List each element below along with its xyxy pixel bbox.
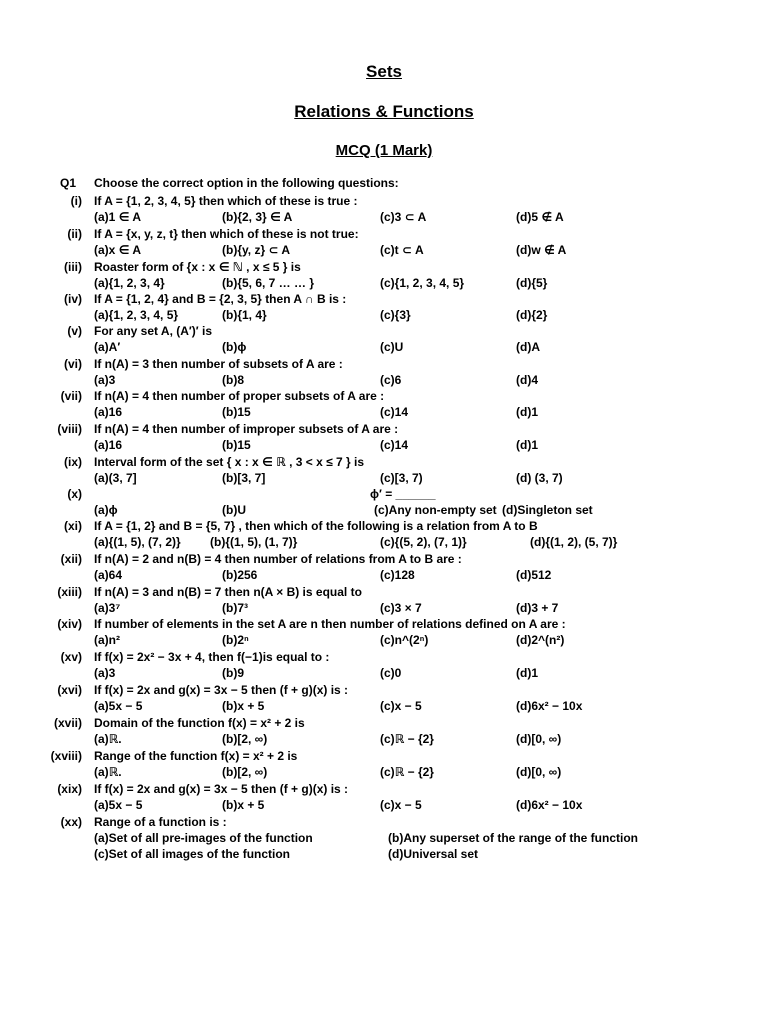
option-d: (d)Universal set — [388, 847, 479, 862]
question-number: (xx) — [60, 815, 82, 829]
option-a: (a)5x − 5 — [94, 798, 143, 813]
option-c: (c){1, 2, 3, 4, 5} — [380, 276, 465, 291]
option-a: (a)3 — [94, 666, 116, 681]
option-d: (d)Singleton set — [502, 503, 593, 518]
question-number: (ii) — [67, 227, 82, 241]
option-c: (c)14 — [380, 438, 409, 453]
question-text: If n(A) = 4 then number of proper subsets of A are : — [94, 389, 385, 403]
question-item — [0, 584, 768, 616]
option-a: (a)n² — [94, 633, 120, 648]
options-row — [0, 846, 768, 862]
question-number: (xi) — [64, 519, 82, 533]
question-row — [0, 649, 768, 665]
question-row — [0, 226, 768, 242]
option-c: (c){(5, 2), (7, 1)} — [380, 535, 467, 550]
option-a: (a)3⁷ — [94, 601, 121, 616]
option-c: (c)n^(2ⁿ) — [380, 633, 429, 648]
question-row — [0, 584, 768, 600]
question-item — [0, 518, 768, 550]
option-a: (a)Set of all pre-images of the function — [94, 831, 313, 846]
option-a: (a)64 — [94, 568, 123, 583]
option-b: (b)256 — [222, 568, 258, 583]
option-d: (d)6x² − 10x — [516, 699, 583, 714]
question-text: If A = {x, y, z, t} then which of these is not true: — [94, 227, 359, 241]
question-item — [0, 715, 768, 747]
option-d: (d)1 — [516, 438, 538, 453]
option-d: (d)A — [516, 340, 540, 355]
options-row — [0, 632, 768, 648]
option-b: (b)8 — [222, 373, 244, 388]
question-item — [0, 388, 768, 420]
options-row — [0, 731, 768, 747]
option-b: (b){5, 6, 7 … … } — [222, 276, 315, 291]
option-c: (c)t ⊂ A — [380, 243, 424, 258]
option-d: (d)1 — [516, 405, 538, 420]
option-c: (c)Any non-empty set — [374, 503, 497, 518]
option-c: (c)ℝ − {2} — [380, 732, 434, 747]
option-d: (d)5 ∉ A — [516, 210, 564, 225]
option-d: (d)[0, ∞) — [516, 732, 562, 747]
options-row — [0, 242, 768, 258]
question-item — [0, 356, 768, 388]
question-item — [0, 616, 768, 648]
option-d: (d)1 — [516, 666, 538, 681]
question-number: (x) — [67, 487, 82, 501]
question-item — [0, 421, 768, 453]
question-text: If n(A) = 3 and n(B) = 7 then n(A × B) is equal to — [94, 585, 362, 599]
question-item — [0, 323, 768, 355]
option-b: (b){(1, 5), (1, 7)} — [210, 535, 298, 550]
option-d: (d)6x² − 10x — [516, 798, 583, 813]
option-b: (b){y, z} ⊂ A — [222, 243, 291, 258]
question-text: If A = {1, 2, 3, 4, 5} then which of these is true : — [94, 194, 358, 208]
question-number: (v) — [67, 324, 82, 338]
option-a: (a)ϕ — [94, 503, 118, 518]
question-number: (xii) — [60, 552, 82, 566]
question-row — [0, 715, 768, 731]
question-text: If n(A) = 4 then number of improper subsets of A are : — [94, 422, 399, 436]
question-text: If n(A) = 3 then number of subsets of A are : — [94, 357, 343, 371]
option-b: (b)2ⁿ — [222, 633, 249, 648]
option-b: (b)15 — [222, 405, 251, 420]
options-row — [0, 830, 768, 846]
question-text: If number of elements in the set A are n then number of relations defined on A are : — [94, 617, 566, 631]
question-row — [0, 291, 768, 307]
question-row — [0, 388, 768, 404]
option-d: (d)3 + 7 — [516, 601, 559, 616]
option-b: (b){1, 4} — [222, 308, 267, 323]
option-b: (b)7³ — [222, 601, 248, 616]
option-a: (a){1, 2, 3, 4} — [94, 276, 165, 291]
option-b: (b)[3, 7] — [222, 471, 266, 486]
option-a: (a)x ∈ A — [94, 243, 141, 258]
question-number: (iii) — [64, 260, 82, 274]
option-d: (d){2} — [516, 308, 548, 323]
question-instruction: Choose the correct option in the following questions: — [94, 176, 399, 190]
options-row — [0, 665, 768, 681]
option-a: (a)5x − 5 — [94, 699, 143, 714]
option-c: (c)Set of all images of the function — [94, 847, 291, 862]
title-relations-functions: Relations & Functions — [294, 102, 474, 121]
question-text: Range of a function is : — [94, 815, 227, 829]
question-text: If f(x) = 2x² − 3x + 4, then f(−1)is equal to : — [94, 650, 330, 664]
option-b: (b)x + 5 — [222, 798, 265, 813]
question-row — [0, 551, 768, 567]
question-item — [0, 748, 768, 780]
options-row — [0, 567, 768, 583]
option-c: (c)0 — [380, 666, 402, 681]
question-item — [0, 454, 768, 486]
question-number: (iv) — [64, 292, 82, 306]
option-d: (d){(1, 2), (5, 7)} — [530, 535, 618, 550]
option-a: (a){1, 2, 3, 4, 5} — [94, 308, 179, 323]
question-text: ϕ′ = ______ — [370, 487, 436, 501]
question-text: Interval form of the set { x : x ∈ ℝ , 3 < x ≤ 7 } is — [94, 455, 365, 469]
question-number: (xiv) — [57, 617, 82, 631]
option-d: (d)4 — [516, 373, 538, 388]
question-number: (xvi) — [57, 683, 82, 697]
question-row — [0, 323, 768, 339]
question-item — [0, 486, 768, 518]
option-c: (c)14 — [380, 405, 409, 420]
option-c: (c)x − 5 — [380, 699, 422, 714]
question-number: (xiii) — [57, 585, 82, 599]
option-c: (c)[3, 7) — [380, 471, 423, 486]
question-number: (xviii) — [50, 749, 82, 763]
option-c: (c)128 — [380, 568, 415, 583]
option-c: (c)ℝ − {2} — [380, 765, 434, 780]
question-row — [0, 356, 768, 372]
question-text: Range of the function f(x) = x² + 2 is — [94, 749, 298, 763]
option-c: (c)3 ⊂ A — [380, 210, 427, 225]
question-number: (xvii) — [53, 716, 82, 730]
question-heading — [0, 176, 768, 192]
options-row — [0, 797, 768, 813]
option-d: (d)[0, ∞) — [516, 765, 562, 780]
question-number: (xv) — [60, 650, 82, 664]
question-number: (viii) — [57, 422, 82, 436]
option-a: (a)16 — [94, 438, 123, 453]
options-row — [0, 764, 768, 780]
question-row — [0, 421, 768, 437]
option-d: (d) (3, 7) — [516, 471, 563, 486]
question-number: (vi) — [64, 357, 82, 371]
question-text: If n(A) = 2 and n(B) = 4 then number of relations from A to B are : — [94, 552, 462, 566]
option-a: (a)ℝ. — [94, 732, 122, 747]
option-b: (b)U — [222, 503, 246, 518]
question-row — [0, 518, 768, 534]
question-text: If A = {1, 2, 4} and B = {2, 3, 5} then A ∩ B is : — [94, 292, 347, 306]
option-a: (a)ℝ. — [94, 765, 122, 780]
option-b: (b)15 — [222, 438, 251, 453]
title-sets: Sets — [366, 62, 402, 81]
option-b: (b)[2, ∞) — [222, 765, 268, 780]
question-row — [0, 781, 768, 797]
option-c: (c)U — [380, 340, 404, 355]
question-row — [0, 616, 768, 632]
question-text: Roaster form of {x : x ∈ ℕ , x ≤ 5 } is — [94, 260, 301, 274]
options-row — [0, 339, 768, 355]
question-row — [0, 748, 768, 764]
option-b: (b)9 — [222, 666, 244, 681]
option-d: (d)w ∉ A — [516, 243, 567, 258]
question-item — [0, 226, 768, 258]
question-item — [0, 649, 768, 681]
question-row — [0, 682, 768, 698]
option-d: (d)512 — [516, 568, 552, 583]
option-d: (d){5} — [516, 276, 548, 291]
options-row — [0, 470, 768, 486]
question-text: If f(x) = 2x and g(x) = 3x − 5 then (f + g)(x) is : — [94, 782, 349, 796]
option-a: (a)(3, 7] — [94, 471, 137, 486]
option-a: (a)3 — [94, 373, 116, 388]
option-a: (a)A′ — [94, 340, 121, 355]
question-item — [0, 781, 768, 813]
question-number: (vii) — [60, 389, 82, 403]
option-c: (c){3} — [380, 308, 411, 323]
option-c: (c)x − 5 — [380, 798, 422, 813]
question-item — [0, 291, 768, 323]
question-number: Q1 — [60, 176, 77, 190]
question-item — [0, 682, 768, 714]
options-row — [0, 209, 768, 225]
options-row — [0, 307, 768, 323]
question-row — [0, 259, 768, 275]
question-item — [0, 193, 768, 225]
question-item — [0, 551, 768, 583]
question-row — [0, 814, 768, 830]
option-b: (b)Any superset of the range of the function — [388, 831, 639, 846]
question-item — [0, 814, 768, 863]
title-mcq: MCQ (1 Mark) — [335, 142, 433, 159]
option-a: (a){(1, 5), (7, 2)} — [94, 535, 181, 550]
options-row — [0, 502, 768, 518]
option-d: (d)2^(n²) — [516, 633, 565, 648]
question-row — [0, 193, 768, 209]
option-a: (a)1 ∈ A — [94, 210, 141, 225]
options-row — [0, 698, 768, 714]
question-text: If f(x) = 2x and g(x) = 3x − 5 then (f + g)(x) is : — [94, 683, 349, 697]
question-text: If A = {1, 2} and B = {5, 7} , then which of the following is a relation from A to B — [94, 519, 538, 533]
question-number: (ix) — [64, 455, 82, 469]
option-a: (a)16 — [94, 405, 123, 420]
option-b: (b)ϕ — [222, 340, 247, 355]
options-row — [0, 534, 768, 550]
options-row — [0, 404, 768, 420]
option-b: (b)x + 5 — [222, 699, 265, 714]
option-b: (b){2, 3} ∈ A — [222, 210, 293, 225]
question-item — [0, 259, 768, 291]
question-row — [0, 486, 768, 502]
option-c: (c)3 × 7 — [380, 601, 422, 616]
options-row — [0, 372, 768, 388]
options-row — [0, 600, 768, 616]
question-text: For any set A, (A′)′ is — [94, 324, 212, 338]
question-row — [0, 454, 768, 470]
question-text: Domain of the function f(x) = x² + 2 is — [94, 716, 305, 730]
option-c: (c)6 — [380, 373, 402, 388]
question-number: (i) — [70, 194, 82, 208]
question-number: (xix) — [57, 782, 82, 796]
option-b: (b)[2, ∞) — [222, 732, 268, 747]
options-row — [0, 275, 768, 291]
options-row — [0, 437, 768, 453]
